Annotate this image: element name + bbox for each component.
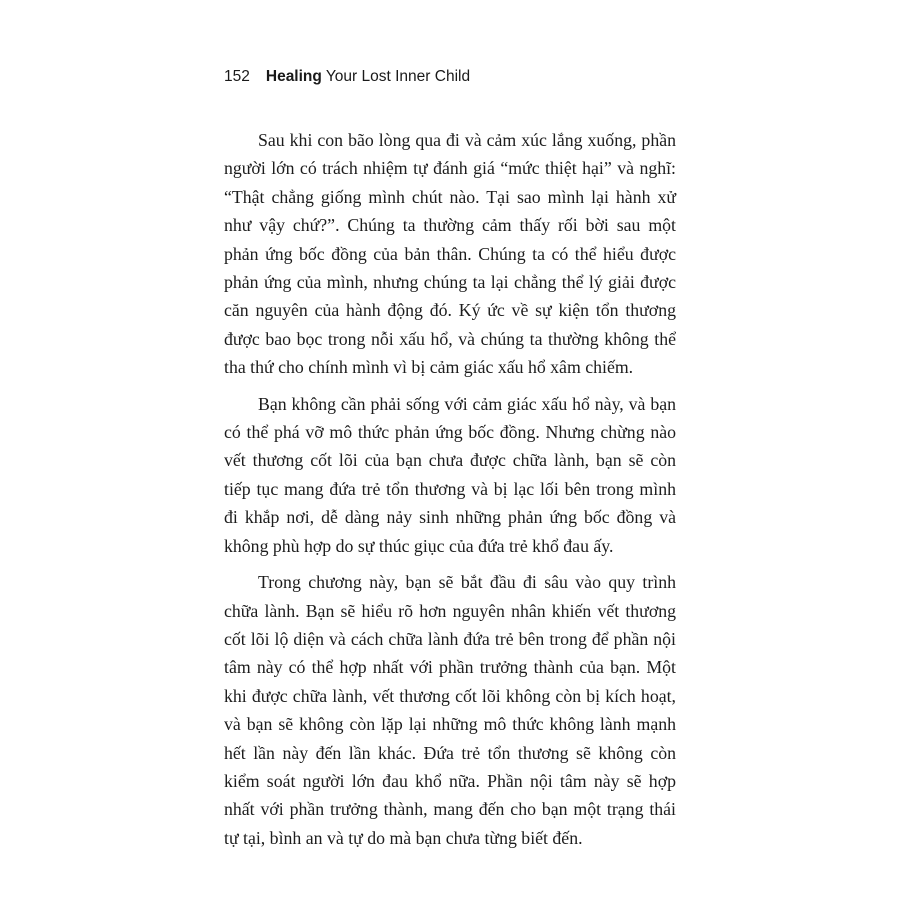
paragraph-3: Trong chương này, bạn sẽ bắt đầu đi sâu vào quy trình chữa lành. Bạn sẽ hiểu rõ hơn nguyên nhân khiến vết thương cốt lõi lộ diện và cách chữa lành đứa trẻ bên trong để phần nội tâm này có thể hợp nhất với phần trưởng thành của bạn. Một khi được chữa lành, vết thương cốt lõi không còn bị kích hoạt, và bạn sẽ không còn lặp lại những mô thức không lành mạnh hết lần này đến lần khác. Đứa trẻ tổn thương sẽ không còn kiểm soát người lớn đau khổ nữa. Phần nội tâm này sẽ hợp nhất với phần trưởng thành, mang đến cho bạn một trạng thái tự tại, bình an và tự do mà bạn chưa từng biết đến. — [224, 572, 676, 848]
body-text — [224, 126, 676, 860]
running-head — [224, 68, 470, 86]
paragraph-2: Bạn không cần phải sống với cảm giác xấu hổ này, và bạn có thể phá vỡ mô thức phản ứng bốc đồng. Nhưng chừng nào vết thương cốt lõi của bạn chưa được chữa lành, bạn sẽ còn tiếp tục mang đứa trẻ tổn thương và bị lạc lối bên trong mình đi khắp nơi, dễ dàng nảy sinh những phản ứng bốc đồng và không phù hợp do sự thúc giục của đứa trẻ khổ đau ấy. — [224, 393, 676, 556]
book-title-bold: Healing — [265, 68, 322, 85]
paragraph-1: Sau khi con bão lòng qua đi và cảm xúc lắng xuống, phần người lớn có trách nhiệm tự đánh giá “mức thiệt hại” và nghĩ: “Thật chẳng giống mình chút nào. Tại sao mình lại hành xử như vậy chứ?”. Chúng ta thường cảm thấy rối bời sau một phản ứng bốc đồng của bản thân. Chúng ta có thể hiểu được phản ứng của mình, nhưng chúng ta lại chẳng thể lý giải được căn nguyên của hành động đó. Ký ức về sự kiện tổn thương được bao bọc trong nỗi xấu hổ, và chúng ta thường không thể tha thứ cho chính mình vì bị cảm giác xấu hổ xâm chiếm. — [224, 130, 676, 378]
page-number: 152 — [224, 68, 250, 85]
book-title-rest: Your Lost Inner Child — [325, 68, 471, 85]
